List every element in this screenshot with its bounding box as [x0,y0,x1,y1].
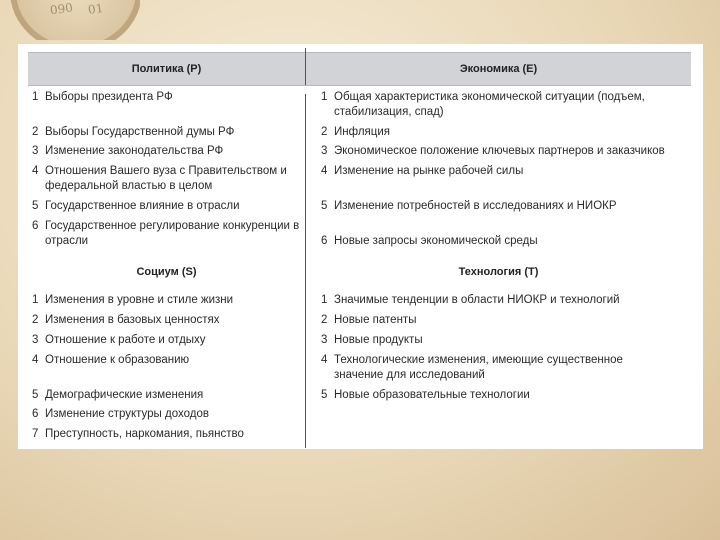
politics-item: 5 Государственное влияние в отрасли [32,200,240,212]
economy-item: 4 Изменение на рынке рабочей силы [321,165,524,177]
society-item: 1 Изменения в уровне и стиле жизни [32,294,234,306]
society-item: 5 Демографические изменения [32,389,204,401]
economy-item: 1 Общая характеристика экономической ситуации (подъем, стабилизация, спад) [321,91,645,118]
table-header [28,52,691,86]
header-politics: Политика (P) [131,63,202,75]
economy-item: 6 Новые запросы экономической среды [321,235,538,247]
economy-item: 2 Инфляция [321,126,391,138]
society-item: 2 Изменения в базовых ценностях [32,314,220,326]
compass-number-right: 01 [87,1,105,17]
society-item: 6 Изменение структуры доходов [32,408,209,420]
politics-item: 3 Изменение законодательства РФ [32,145,224,157]
technology-item: 2 Новые патенты [321,314,417,326]
technology-item: 1 Значимые тенденции в области НИОКР и технологий [321,294,620,306]
society-item: 7 Преступность, наркомания, пьянство [32,428,244,440]
header-economy: Экономика (E) [459,63,538,75]
politics-item: 6 Государственное регулирование конкуренции в отрасли [32,220,300,247]
economy-item: 3 Экономическое положение ключевых партнеров и заказчиков [321,145,665,157]
society-item: 3 Отношение к работе и отдыху [32,334,206,346]
society-item: 4 Отношение к образованию [32,354,190,366]
column-divider-top [305,48,306,85]
section-title-society: Социум (S) [136,266,197,278]
compass-decoration [0,0,140,40]
compass-number-left: 090 [49,0,74,18]
technology-item: 3 Новые продукты [321,334,423,346]
technology-item: 4 Технологические изменения, имеющие существенное значение для исследований [321,354,623,381]
politics-item: 2 Выборы Государственной думы РФ [32,126,235,138]
section-title-technology: Технология (T) [458,266,539,278]
pest-table [28,48,691,448]
politics-item: 4 Отношения Вашего вуза с Правительством и федеральной властью в целом [32,165,287,192]
pest-table-card [18,44,703,449]
economy-item: 5 Изменение потребностей в исследованиях и НИОКР [321,200,617,212]
technology-item: 5 Новые образовательные технологии [321,389,530,401]
compass-ring-icon [10,0,140,40]
politics-item: 1 Выборы президента РФ [32,91,173,103]
